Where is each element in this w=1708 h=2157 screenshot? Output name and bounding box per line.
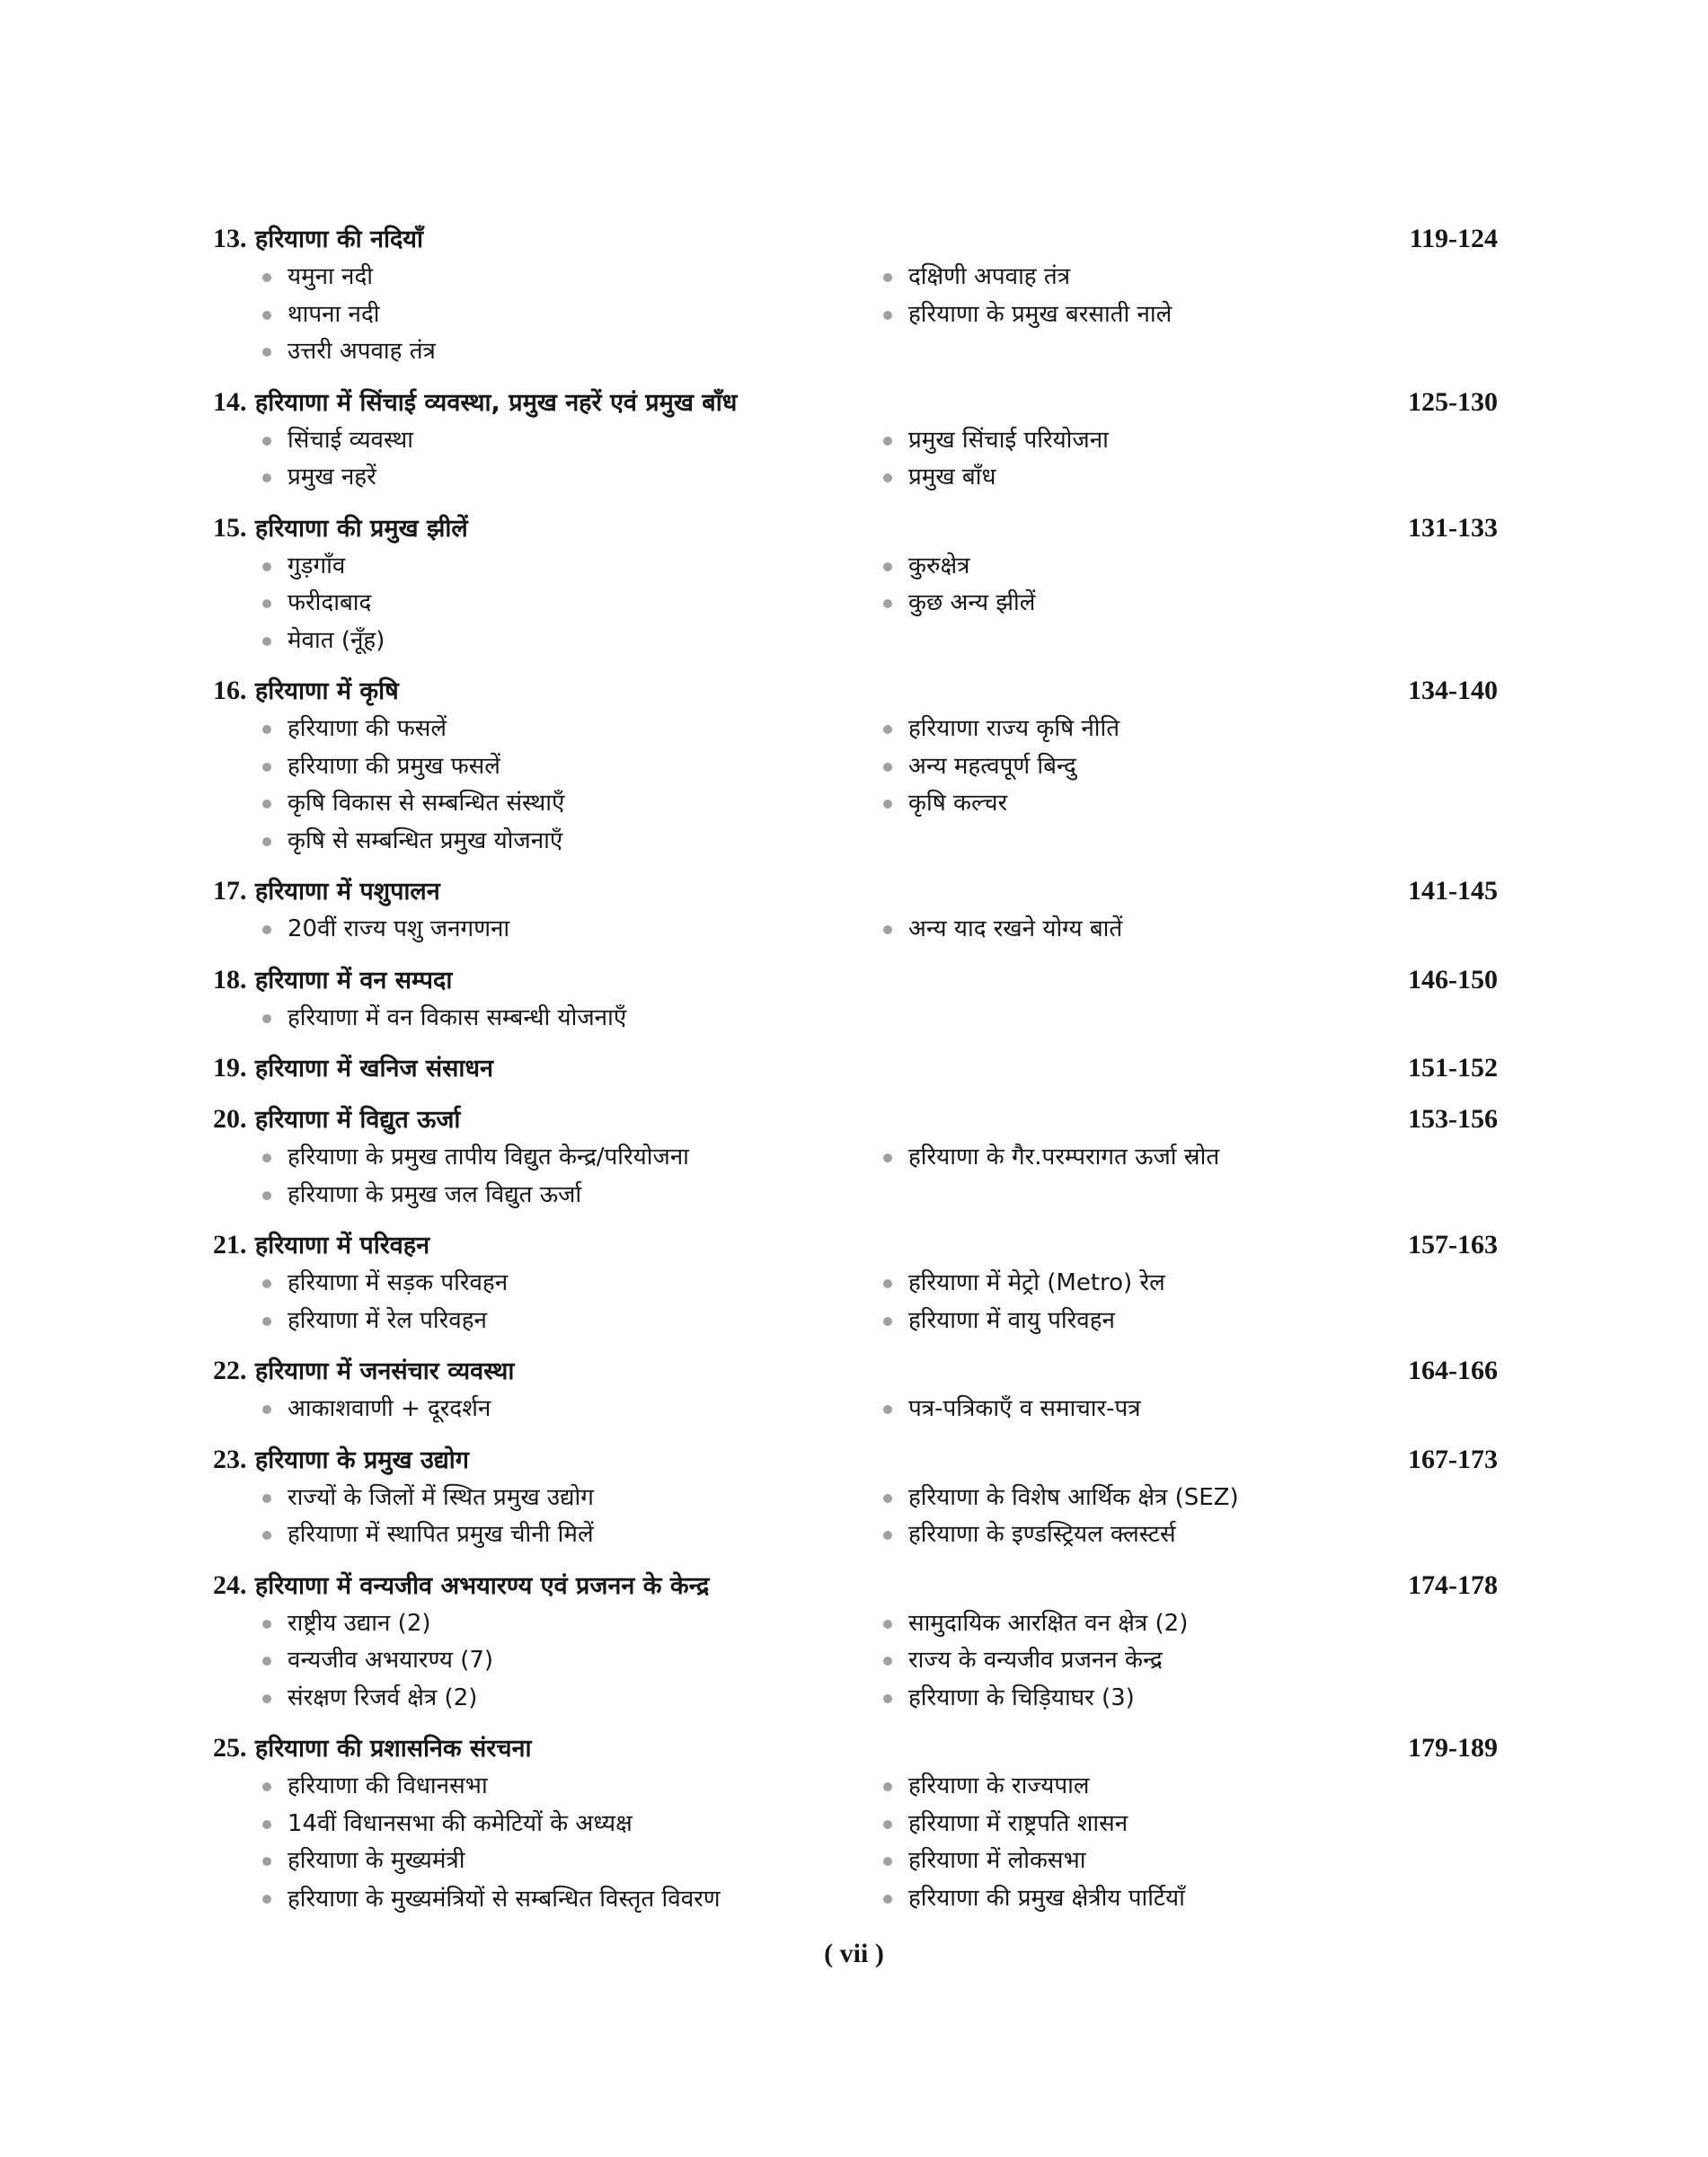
chapter-page-range: 167-173 bbox=[1408, 1444, 1498, 1474]
topic-item bbox=[882, 1642, 1498, 1680]
topic-text: हरियाणा राज्य कृषि नीति bbox=[908, 715, 1120, 742]
bullet-icon bbox=[262, 637, 271, 646]
topic-item bbox=[882, 1605, 1498, 1643]
topic-item bbox=[882, 1391, 1498, 1428]
chapter-title: हरियाणा में पशुपालन bbox=[254, 878, 440, 906]
topic-item bbox=[261, 1806, 882, 1843]
bullet-icon bbox=[262, 925, 271, 934]
topic-text: हरियाणा में लोकसभा bbox=[908, 1847, 1086, 1874]
chapter-page-range: 164-166 bbox=[1408, 1356, 1498, 1385]
bullet-icon bbox=[262, 725, 271, 734]
bullet-icon bbox=[262, 763, 271, 772]
topic-item bbox=[882, 1806, 1498, 1843]
topic-column-right bbox=[882, 711, 1498, 860]
topic-column-left bbox=[213, 1265, 882, 1339]
chapter-heading bbox=[213, 1351, 1498, 1391]
chapter-heading bbox=[213, 1225, 1498, 1265]
topic-item bbox=[261, 1843, 882, 1880]
toc-chapter bbox=[213, 871, 1498, 949]
topic-text: हरियाणा के प्रमुख बरसाती नाले bbox=[908, 300, 1173, 328]
topic-column-left bbox=[213, 1139, 882, 1214]
chapter-number: 16. bbox=[213, 676, 247, 705]
topic-text: हरियाणा में सड़क परिवहन bbox=[288, 1269, 509, 1296]
topic-item bbox=[261, 1516, 882, 1554]
topic-text: कृषि से सम्बन्धित प्रमुख योजनाएँ bbox=[288, 827, 563, 854]
chapter-title: हरियाणा के प्रमुख उद्योग bbox=[254, 1445, 469, 1474]
chapter-topics bbox=[213, 1768, 1498, 1918]
topic-text: हरियाणा के प्रमुख तापीय विद्युत केन्द्र/परियोजना bbox=[288, 1144, 689, 1171]
topic-item bbox=[882, 1303, 1498, 1340]
topic-item bbox=[882, 1680, 1498, 1718]
bullet-icon bbox=[262, 1317, 271, 1326]
chapter-heading bbox=[213, 871, 1498, 911]
topic-item bbox=[261, 823, 882, 861]
bullet-icon bbox=[883, 1317, 892, 1326]
topic-item bbox=[261, 548, 882, 586]
topic-column-left bbox=[213, 548, 882, 660]
bullet-icon bbox=[883, 473, 892, 482]
topic-item bbox=[261, 1139, 882, 1177]
chapter-topics bbox=[213, 422, 1498, 497]
topic-item bbox=[882, 1843, 1498, 1880]
chapter-heading bbox=[213, 1566, 1498, 1605]
chapter-topics bbox=[213, 711, 1498, 860]
topic-text: हरियाणा के इण्डस्ट्रियल क्लस्टर्स bbox=[908, 1521, 1176, 1548]
topic-text: फरीदाबाद bbox=[288, 589, 372, 616]
chapter-number: 20. bbox=[213, 1104, 247, 1134]
toc-chapter bbox=[213, 1048, 1498, 1088]
topic-item bbox=[882, 748, 1498, 786]
chapter-number: 15. bbox=[213, 512, 247, 543]
topic-item bbox=[261, 1391, 882, 1428]
chapter-page-range: 174-178 bbox=[1408, 1569, 1498, 1600]
page-number: ( vii ) bbox=[824, 1939, 884, 1968]
toc-chapter bbox=[213, 219, 1498, 371]
topic-text: अन्य याद रखने योग्य बातें bbox=[908, 915, 1123, 942]
chapter-title: हरियाणा की प्रशासनिक संरचना bbox=[254, 1735, 532, 1763]
bullet-icon bbox=[262, 1191, 271, 1200]
topic-item bbox=[261, 1642, 882, 1680]
chapter-page-range: 119-124 bbox=[1409, 224, 1498, 253]
toc-chapter bbox=[213, 1100, 1498, 1214]
bullet-icon bbox=[262, 1405, 271, 1414]
topic-item bbox=[882, 711, 1498, 748]
topic-text: हरियाणा में वन विकास सम्बन्धी योजनाएँ bbox=[288, 1003, 627, 1031]
topic-item bbox=[261, 785, 882, 823]
chapter-heading bbox=[213, 1728, 1498, 1768]
chapter-page-range: 146-150 bbox=[1408, 964, 1498, 995]
chapter-title: हरियाणा में जनसंचार व्यवस्था bbox=[254, 1357, 515, 1385]
topic-text: हरियाणा की विधानसभा bbox=[288, 1772, 488, 1799]
topic-text: वन्यजीव अभयारण्य (7) bbox=[288, 1647, 494, 1674]
topic-text: उत्तरी अपवाह तंत्र bbox=[288, 338, 436, 365]
topic-column-left bbox=[213, 1768, 882, 1918]
chapter-heading bbox=[213, 671, 1498, 711]
chapter-title: हरियाणा में कृषि bbox=[254, 677, 399, 705]
chapter-number: 14. bbox=[213, 386, 247, 417]
topic-item bbox=[261, 1480, 882, 1517]
bullet-icon bbox=[883, 800, 892, 809]
topic-column-left bbox=[213, 911, 882, 949]
topic-item bbox=[882, 259, 1498, 296]
topic-item bbox=[261, 1880, 882, 1918]
bullet-icon bbox=[262, 1154, 271, 1162]
bullet-icon bbox=[883, 599, 892, 608]
bullet-icon bbox=[262, 311, 271, 320]
topic-text: हरियाणा के गैर.परम्परागत ऊर्जा स्रोत bbox=[908, 1144, 1220, 1171]
topic-item bbox=[261, 1265, 882, 1303]
chapter-title: हरियाणा में सिंचाई व्यवस्था, प्रमुख नहरें एवं प्रमुख बाँध bbox=[254, 388, 738, 417]
topic-column-right bbox=[882, 259, 1498, 371]
chapter-title: हरियाणा में परिवहन bbox=[254, 1232, 430, 1260]
topic-item bbox=[882, 1768, 1498, 1806]
topic-item bbox=[882, 785, 1498, 823]
topic-text: हरियाणा की प्रमुख क्षेत्रीय पार्टियाँ bbox=[908, 1884, 1185, 1912]
toc-chapter bbox=[213, 383, 1498, 497]
bullet-icon bbox=[262, 1620, 271, 1629]
topic-item bbox=[261, 585, 882, 623]
chapter-page-range: 131-133 bbox=[1408, 512, 1498, 543]
topic-text: कृषि विकास से सम्बन्धित संस्थाएँ bbox=[288, 790, 565, 817]
bullet-icon bbox=[883, 437, 892, 446]
topic-text: हरियाणा की प्रमुख फसलें bbox=[288, 752, 500, 780]
topic-item bbox=[882, 1516, 1498, 1554]
topic-text: हरियाणा में मेट्रो (Metro) रेल bbox=[908, 1269, 1165, 1296]
topic-item bbox=[261, 1768, 882, 1806]
topic-text: सिंचाई व्यवस्था bbox=[288, 426, 413, 454]
bullet-icon bbox=[883, 1154, 892, 1162]
bullet-icon bbox=[883, 1820, 892, 1829]
topic-column-left bbox=[213, 1480, 882, 1554]
topic-item bbox=[882, 1139, 1498, 1177]
bullet-icon bbox=[262, 1857, 271, 1866]
topic-text: आकाशवाणी + दूरदर्शन bbox=[288, 1395, 491, 1422]
topic-text: हरियाणा के चिड़ियाघर (3) bbox=[908, 1684, 1135, 1711]
chapter-title: हरियाणा में वन्यजीव अभयारण्य एवं प्रजनन के केन्द्र bbox=[254, 1571, 710, 1600]
topic-text: संरक्षण रिजर्व क्षेत्र (2) bbox=[288, 1684, 478, 1711]
topic-item bbox=[261, 259, 882, 296]
chapter-heading bbox=[213, 1440, 1498, 1480]
topic-item bbox=[882, 422, 1498, 460]
topic-text: दक्षिणी अपवाह तंत्र bbox=[908, 263, 1071, 290]
bullet-icon bbox=[262, 599, 271, 608]
chapter-title: हरियाणा की नदियाँ bbox=[254, 225, 423, 253]
chapter-page-range: 134-140 bbox=[1408, 676, 1498, 705]
chapter-number: 24. bbox=[213, 1569, 247, 1600]
topic-text: हरियाणा में राष्ट्रपति शासन bbox=[908, 1809, 1128, 1837]
topic-column-right bbox=[882, 911, 1498, 949]
topic-text: राज्य के वन्यजीव प्रजनन केन्द्र bbox=[908, 1647, 1163, 1674]
bullet-icon bbox=[883, 1405, 892, 1414]
chapter-topics bbox=[213, 1000, 1498, 1038]
topic-item bbox=[882, 1265, 1498, 1303]
topic-text: हरियाणा में वायु परिवहन bbox=[908, 1306, 1115, 1334]
topic-text: कृषि कल्चर bbox=[908, 790, 1008, 817]
topic-column-right bbox=[882, 1265, 1498, 1339]
bullet-icon bbox=[262, 1279, 271, 1288]
topic-item bbox=[882, 459, 1498, 497]
toc-chapter bbox=[213, 1728, 1498, 1918]
chapter-heading bbox=[213, 1048, 1498, 1088]
topic-text: हरियाणा के मुख्यमंत्रियों से सम्बन्धित विस्तृत विवरण bbox=[288, 1885, 721, 1913]
bullet-icon bbox=[883, 1620, 892, 1629]
bullet-icon bbox=[262, 348, 271, 357]
toc-chapter bbox=[213, 671, 1498, 860]
bullet-icon bbox=[262, 1531, 271, 1540]
topic-text: राज्यों के जिलों में स्थित प्रमुख उद्योग bbox=[288, 1483, 594, 1511]
topic-text: प्रमुख सिंचाई परियोजना bbox=[908, 426, 1109, 454]
chapter-page-range: 153-156 bbox=[1408, 1104, 1498, 1134]
chapter-page-range: 141-145 bbox=[1408, 876, 1498, 906]
chapter-title: हरियाणा की प्रमुख झीलें bbox=[254, 514, 468, 543]
bullet-icon bbox=[262, 1657, 271, 1666]
topic-column-right bbox=[882, 1391, 1498, 1428]
topic-item bbox=[261, 333, 882, 371]
toc-chapter bbox=[213, 960, 1498, 1038]
chapter-number: 18. bbox=[213, 964, 247, 995]
topic-text: हरियाणा के प्रमुख जल विद्युत ऊर्जा bbox=[288, 1180, 582, 1208]
chapter-title: हरियाणा में वन सम्पदा bbox=[254, 966, 453, 995]
topic-item bbox=[882, 585, 1498, 623]
topic-item bbox=[882, 1880, 1498, 1918]
bullet-icon bbox=[883, 311, 892, 320]
chapter-heading bbox=[213, 1100, 1498, 1139]
bullet-icon bbox=[262, 1694, 271, 1703]
toc-chapter bbox=[213, 1440, 1498, 1554]
bullet-icon bbox=[883, 925, 892, 934]
bullet-icon bbox=[262, 837, 271, 846]
bullet-icon bbox=[262, 1494, 271, 1503]
topic-item bbox=[882, 296, 1498, 334]
topic-item bbox=[261, 911, 882, 949]
topic-text: 20वीं राज्य पशु जनगणना bbox=[288, 915, 510, 942]
topic-text: कुरुक्षेत्र bbox=[908, 552, 970, 579]
chapter-number: 23. bbox=[213, 1444, 247, 1474]
chapter-topics bbox=[213, 1139, 1498, 1214]
bullet-icon bbox=[883, 1694, 892, 1703]
topic-item bbox=[261, 1605, 882, 1643]
topic-column-right bbox=[882, 1768, 1498, 1918]
topic-text: थापना नदी bbox=[288, 300, 380, 328]
chapter-topics bbox=[213, 1480, 1498, 1554]
topic-column-left bbox=[213, 1605, 882, 1718]
chapter-number: 22. bbox=[213, 1356, 247, 1385]
chapter-number: 25. bbox=[213, 1733, 247, 1763]
topic-column-right bbox=[882, 1000, 1498, 1038]
bullet-icon bbox=[883, 725, 892, 734]
topic-column-right bbox=[882, 1139, 1498, 1214]
topic-text: हरियाणा के राज्यपाल bbox=[908, 1772, 1090, 1799]
bullet-icon bbox=[262, 562, 271, 571]
topic-item bbox=[261, 459, 882, 497]
topic-text: पत्र-पत्रिकाएँ व समाचार-पत्र bbox=[908, 1395, 1141, 1422]
bullet-icon bbox=[262, 1014, 271, 1023]
topic-column-right bbox=[882, 422, 1498, 497]
topic-item bbox=[261, 1000, 882, 1038]
chapter-topics bbox=[213, 911, 1498, 949]
topic-item bbox=[261, 1177, 882, 1215]
topic-text: हरियाणा की फसलें bbox=[288, 715, 447, 742]
toc-chapter bbox=[213, 508, 1498, 660]
chapter-heading bbox=[213, 383, 1498, 422]
topic-text: सामुदायिक आरक्षित वन क्षेत्र (2) bbox=[908, 1609, 1189, 1637]
chapter-number: 21. bbox=[213, 1230, 247, 1260]
topic-text: यमुना नदी bbox=[288, 263, 374, 290]
topic-text: मेवात (नूँह) bbox=[288, 626, 385, 654]
topic-item bbox=[882, 548, 1498, 586]
bullet-icon bbox=[262, 1820, 271, 1829]
topic-text: प्रमुख नहरें bbox=[288, 464, 376, 491]
topic-text: 14वीं विधानसभा की कमेटियों के अध्यक्ष bbox=[288, 1809, 633, 1837]
chapter-title: हरियाणा में विद्युत ऊर्जा bbox=[254, 1106, 461, 1134]
chapter-page-range: 125-130 bbox=[1408, 386, 1498, 417]
bullet-icon bbox=[883, 763, 892, 772]
bullet-icon bbox=[883, 1895, 892, 1904]
topic-text: गुड़गाँव bbox=[288, 552, 346, 579]
topic-item bbox=[261, 1303, 882, 1340]
bullet-icon bbox=[883, 1857, 892, 1866]
topic-text: हरियाणा में रेल परिवहन bbox=[288, 1306, 487, 1334]
topic-text: प्रमुख बाँध bbox=[908, 464, 996, 491]
bullet-icon bbox=[262, 473, 271, 482]
chapter-topics bbox=[213, 259, 1498, 371]
topic-item bbox=[261, 623, 882, 660]
bullet-icon bbox=[262, 1782, 271, 1791]
topic-text: कुछ अन्य झीलें bbox=[908, 589, 1036, 616]
topic-column-right bbox=[882, 548, 1498, 660]
chapter-topics bbox=[213, 548, 1498, 660]
bullet-icon bbox=[883, 1531, 892, 1540]
chapter-topics bbox=[213, 1265, 1498, 1339]
topic-text: हरियाणा में स्थापित प्रमुख चीनी मिलें bbox=[288, 1521, 594, 1548]
chapter-topics bbox=[213, 1391, 1498, 1428]
topic-text: हरियाणा के मुख्यमंत्री bbox=[288, 1847, 465, 1874]
topic-text: अन्य महत्वपूर्ण बिन्दु bbox=[908, 752, 1076, 780]
topic-column-left bbox=[213, 711, 882, 860]
chapter-heading bbox=[213, 508, 1498, 548]
topic-item bbox=[261, 748, 882, 786]
topic-column-left bbox=[213, 1000, 882, 1038]
topic-item bbox=[882, 1480, 1498, 1517]
topic-column-right bbox=[882, 1480, 1498, 1554]
bullet-icon bbox=[883, 1782, 892, 1791]
topic-text: राष्ट्रीय उद्यान (2) bbox=[288, 1609, 431, 1637]
bullet-icon bbox=[262, 1895, 271, 1904]
bullet-icon bbox=[883, 1494, 892, 1503]
table-of-contents bbox=[213, 219, 1498, 1930]
bullet-icon bbox=[262, 437, 271, 446]
bullet-icon bbox=[883, 1279, 892, 1288]
topic-column-left bbox=[213, 1391, 882, 1428]
toc-chapter bbox=[213, 1566, 1498, 1718]
topic-item bbox=[261, 711, 882, 748]
chapter-page-range: 157-163 bbox=[1408, 1230, 1498, 1260]
chapter-heading bbox=[213, 960, 1498, 1000]
chapter-number: 17. bbox=[213, 876, 247, 906]
chapter-number: 19. bbox=[213, 1053, 247, 1083]
bullet-icon bbox=[883, 1657, 892, 1666]
chapter-page-range: 179-189 bbox=[1408, 1733, 1498, 1763]
chapter-title: हरियाणा में खनिज संसाधन bbox=[254, 1055, 493, 1083]
bullet-icon bbox=[883, 562, 892, 571]
chapter-page-range: 151-152 bbox=[1408, 1053, 1498, 1083]
bullet-icon bbox=[262, 273, 271, 282]
bullet-icon bbox=[262, 800, 271, 809]
topic-item bbox=[882, 911, 1498, 949]
topic-column-left bbox=[213, 422, 882, 497]
chapter-heading bbox=[213, 219, 1498, 259]
topic-item bbox=[261, 1680, 882, 1718]
chapter-topics bbox=[213, 1605, 1498, 1718]
bullet-icon bbox=[883, 273, 892, 282]
chapter-number: 13. bbox=[213, 224, 247, 253]
topic-column-left bbox=[213, 259, 882, 371]
topic-text: हरियाणा के विशेष आर्थिक क्षेत्र (SEZ) bbox=[908, 1483, 1239, 1511]
toc-chapter bbox=[213, 1225, 1498, 1339]
topic-item bbox=[261, 296, 882, 334]
toc-chapter bbox=[213, 1351, 1498, 1428]
topic-column-right bbox=[882, 1605, 1498, 1718]
topic-item bbox=[261, 422, 882, 460]
